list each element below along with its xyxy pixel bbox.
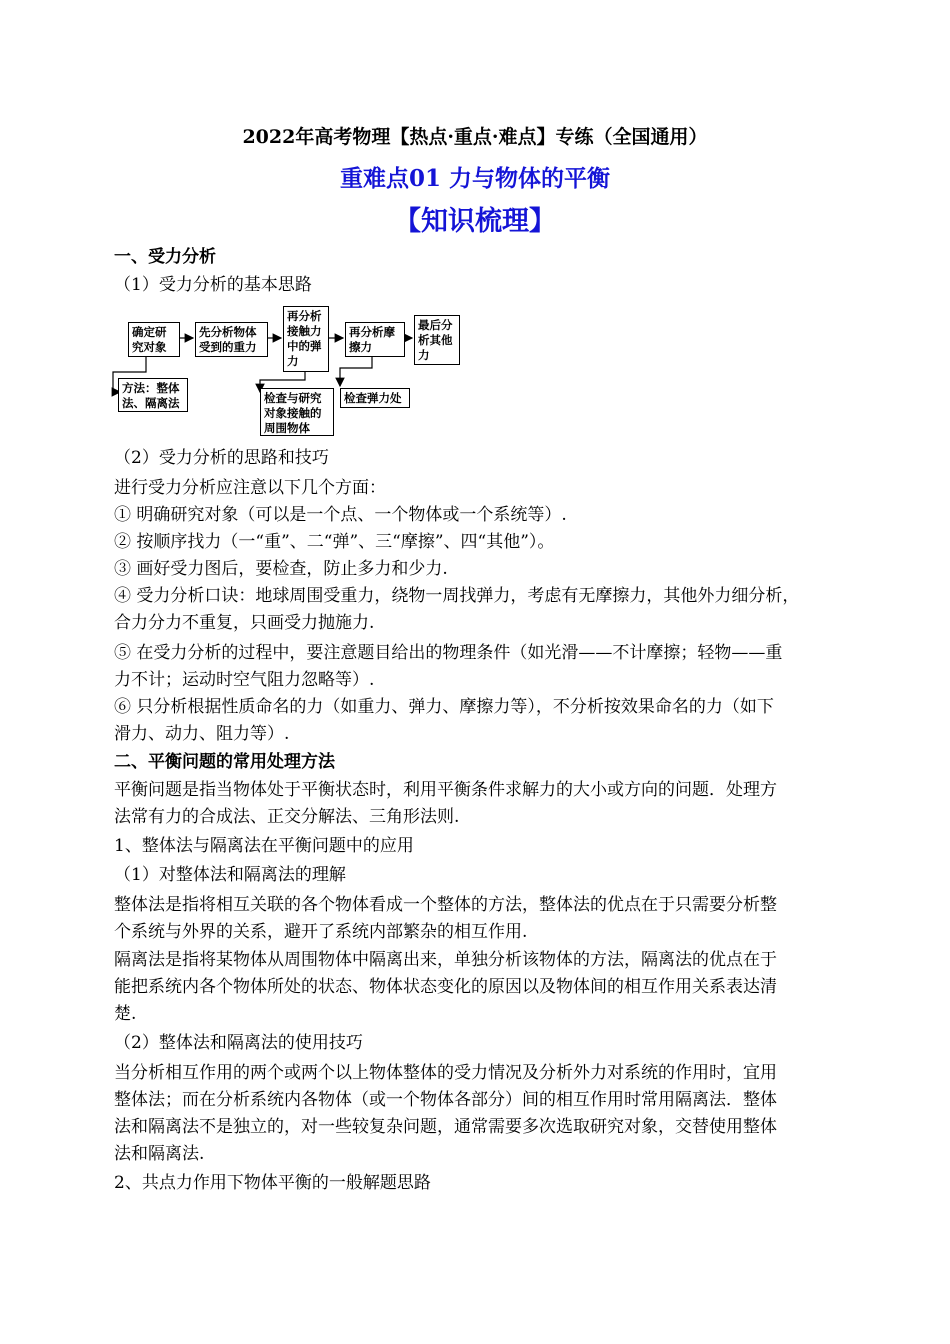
paragraph-2-line2: 个系统与外界的关系，避开了系统内部繁杂的相互作用. [114,922,528,942]
paragraph-1-line1: 平衡问题是指当物体处于平衡状态时，利用平衡条件求解力的大小或方向的问题．处理方 [114,780,777,800]
section1-heading: 一、受力分析 [114,247,216,267]
section2-heading: 二、平衡问题的常用处理方法 [114,752,335,772]
flow-box-determine-object: 确定研究对象 [128,322,180,357]
list-item-5-line2: 力不计；运动时空气阻力忽略等）. [114,670,375,690]
paragraph-3-line1: 隔离法是指将某物体从周围物体中隔离出来，单独分析该物体的方法，隔离法的优点在于 [114,950,777,970]
topic-title: 重难点01 力与物体的平衡 [339,165,610,192]
subsection-1-1-heading: （1）对整体法和隔离法的理解 [114,865,346,885]
paragraph-3-line3: 楚. [114,1004,137,1024]
subsection-1-2-heading: （2）整体法和隔离法的使用技巧 [114,1033,363,1053]
list-item-2: ② 按顺序找力（一“重”、二“弹”、三“摩擦”、四“其他”）。 [114,532,555,552]
flow-note-check-elastic: 检查弹力处 [340,388,410,408]
list-item-5-line1: ⑤ 在受力分析的过程中，要注意题目给出的物理条件（如光滑——不计摩擦；轻物——重 [114,643,783,663]
paragraph-4-line1: 当分析相互作用的两个或两个以上物体整体的受力情况及分析外力对系统的作用时，宜用 [114,1063,777,1083]
arrow-note3 [340,357,372,386]
paragraph-3-line2: 能把系统内各个物体所处的状态、物体状态变化的原因以及物体间的相互作用关系表达清 [114,977,777,997]
paragraph-4-line2: 整体法；而在分析系统内各物体（或一个物体各部分）间的相互作用时常用隔离法．整体 [114,1090,777,1110]
paragraph-4-line4: 法和隔离法. [114,1144,205,1164]
flow-box-other-forces: 最后分析其他力 [414,315,460,365]
document-title: 2022年高考物理【热点·重点·难点】专练（全国通用） [242,126,708,148]
subheading-ideas-techniques: （2）受力分析的思路和技巧 [114,448,329,468]
paragraph-1-line2: 法常有力的合成法、正交分解法、三角形法则. [114,807,460,827]
force-analysis-flowchart [110,300,453,440]
paragraph-2-line1: 整体法是指将相互关联的各个物体看成一个整体的方法，整体法的优点在于只需要分析整 [114,895,777,915]
list-item-6-line1: ⑥ 只分析根据性质命名的力（如重力、弹力、摩擦力等），不分析按效果命名的力（如下 [114,697,774,717]
list-item-6-line2: 滑力、动力、阻力等）. [114,724,290,744]
flow-note-methods: 方法：整体法、隔离法 [118,378,188,412]
flow-box-gravity: 先分析物体受到的重力 [195,322,268,357]
paragraph-intro: 进行受力分析应注意以下几个方面： [114,478,386,498]
list-item-4-line1: ④ 受力分析口诀：地球周围受重力，绕物一周找弹力，考虑有无摩擦力，其他外力细分析， [114,586,800,606]
list-item-1: ① 明确研究对象（可以是一个点、一个物体或一个系统等）. [114,505,567,525]
flow-box-friction: 再分析摩擦力 [345,322,405,357]
list-item-3: ③ 画好受力图后，要检查，防止多力和少力. [114,559,448,579]
flow-note-check-surroundings: 检查与研究对象接触的周围物体 [260,388,334,436]
subsection-1-heading: 1、整体法与隔离法在平衡问题中的应用 [114,836,414,856]
subheading-basic-approach: （1）受力分析的基本思路 [114,275,312,295]
subsection-2-heading: 2、共点力作用下物体平衡的一般解题思路 [114,1173,431,1193]
list-item-4-line2: 合力分力不重复，只画受力抛施力. [114,613,375,633]
section-title: 【知识梳理】 [394,206,556,237]
paragraph-4-line3: 法和隔离法不是独立的，对一些较复杂问题，通常需要多次选取研究对象，交替使用整体 [114,1117,777,1137]
flow-box-elastic-force: 再分析接触力中的弹力 [283,306,329,372]
